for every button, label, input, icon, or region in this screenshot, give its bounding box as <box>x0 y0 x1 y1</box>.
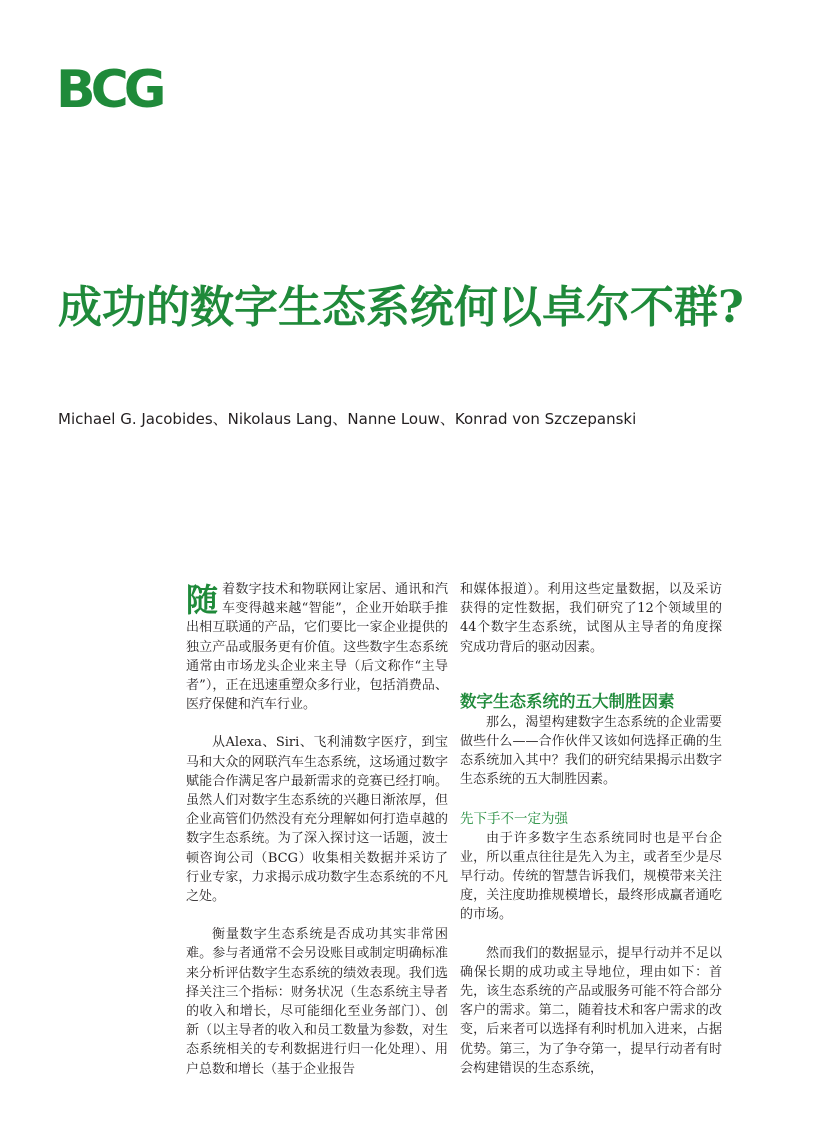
bcg-logo: BCG <box>56 60 162 120</box>
left-column <box>186 580 448 1098</box>
body-paragraph: 从Alexa、Siri、飞利浦数字医疗，到宝马和大众的网联汽车生态系统，这场通过数字赋能合作满足客户最新需求的竞赛已经打响。虽然人们对数字生态系统的兴趣日渐浓厚，但企业高管们仍然没有充分理解如何打造卓越的数字生态系统。为了深入探讨这一话题，波士顿咨询公司（BCG）收集相关数据并采访了行业专家，力求揭示成功数字生态系统的不凡之处。 <box>186 735 448 905</box>
body-paragraph: 那么，渴望构建数字生态系统的企业需要做些什么——合作伙伴又该如何选择正确的生态系统加入其中？我们的研究结果揭示出数字生态系统的五大制胜因素。 <box>460 714 722 788</box>
section-heading: 数字生态系统的五大制胜因素 <box>460 691 675 711</box>
dropcap: 随 <box>186 581 219 619</box>
body-paragraph: 和媒体报道）。利用这些定量数据，以及采访获得的定性数据，我们研究了12个领域里的44个数字生态系统，试图从主导者的角度探究成功背后的驱动因素。 <box>460 582 722 655</box>
authors-line: Michael G. Jacobides、Nikolaus Lang、Nanne Louw、Konrad von Szczepanski <box>58 410 637 428</box>
right-column <box>460 580 722 1097</box>
intro-text: 着数字技术和物联网让家居、通讯和汽车变得越来越“智能”，企业开始联手推出相互联通的产品，它们要比一家企业提供的独立产品或服务更有价值。这些数字生态系统通常由市场龙头企业来主导（后文称作“主导者”），正在迅速重塑众多行业，包括消费品、医疗保健和汽车行业。 <box>186 582 448 713</box>
body-paragraph: 然而我们的数据显示，提早行动并不足以确保长期的成功或主导地位，理由如下：首先，该生态系统的产品或服务可能不符合部分客户的需求。第二，随着技术和客户需求的改变，后来者可以选择有利时机加入进来，占据优势。第三，为了争夺第一，提早行动者有时会构建错误的生态系统， <box>460 945 722 1076</box>
subsection-heading: 先下手不一定为强 <box>460 810 568 827</box>
body-paragraph: 由于许多数字生态系统同时也是平台企业，所以重点往往是先入为主，或者至少是尽早行动。传统的智慧告诉我们，规模带来关注度，关注度助推规模增长，最终形成赢者通吃的市场。 <box>460 830 722 923</box>
intro-paragraph <box>186 580 448 714</box>
body-paragraph: 衡量数字生态系统是否成功其实非常困难。参与者通常不会另设账目或制定明确标准来分析评估数字生态系统的绩效表现。我们选择关注三个指标：财务状况（生态系统主导者的收入和增长，尽可能细化至业务部门）、创新（以主导者的收入和员工数量为参数，对生态系统相关的专利数据进行归一化处理）、用户总数和增长（基于企业报告 <box>186 927 448 1077</box>
page-title: 成功的数字生态系统何以卓尔不群? <box>58 282 744 333</box>
